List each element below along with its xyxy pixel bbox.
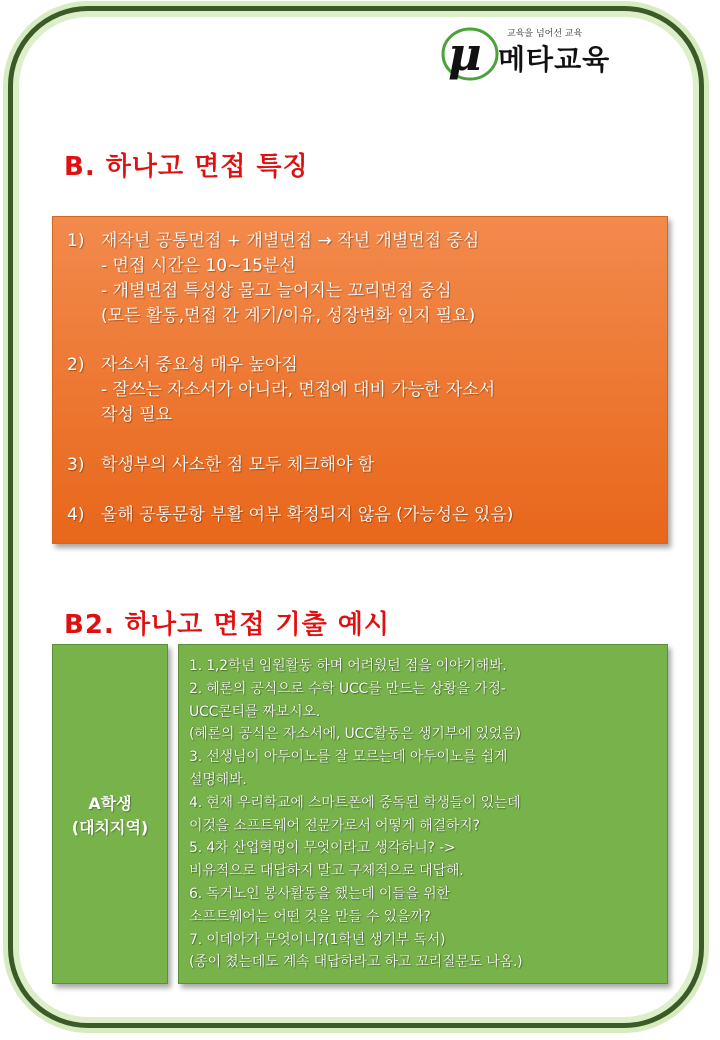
question-line: 4. 현재 우리학교에 스마트폰에 중독된 학생들이 있는데 [189, 794, 521, 811]
feature-text [101, 453, 374, 478]
feature-line: - 개별면접 특성상 물고 늘어지는 꼬리면접 중심 [101, 281, 452, 301]
feature-line: 작성 필요 [101, 405, 173, 425]
feature-number: 4) [67, 505, 85, 525]
student-label: A학생 [88, 794, 132, 813]
feature-text [101, 229, 479, 329]
logo-mark-icon [440, 26, 500, 82]
feature-number: 3) [67, 455, 85, 475]
feature-line: 자소서 중요성 매우 높아짐 [101, 355, 298, 375]
question-line: 비유적으로 대답하지 말고 구체적으로 대답해. [189, 863, 464, 880]
question-line: 5. 4차 산업혁명이 무엇이라고 생각하니? -> [189, 840, 456, 857]
question-line: 7. 이데아가 무엇이니?(1학년 생기부 독서) [189, 931, 446, 948]
question-line: (종이 쳤는데도 계속 대답하라고 하고 꼬리질문도 나옴.) [189, 954, 523, 971]
feature-line: 재작년 공통면접 + 개별면접 → 작년 개별면접 중심 [101, 231, 480, 251]
feature-number: 2) [67, 355, 85, 375]
feature-line: - 잘쓰는 자소서가 아니라, 면접에 대비 가능한 자소서 [101, 380, 496, 400]
feature-text [101, 503, 513, 528]
question-line: 1. 1,2학년 임원활동 하며 어려웠던 점을 이야기해봐. [189, 658, 507, 674]
question-line: 2. 혜론의 공식으로 수학 UCC를 만드는 상황을 가정- [189, 680, 506, 697]
feature-line: 올해 공통문항 부활 여부 확정되지 않음 (가능성은 있음) [101, 505, 514, 525]
question-line: (혜론의 공식은 자소서에, UCC활동은 생기부에 있었음) [189, 726, 521, 743]
student-region: (대치지역) [71, 818, 149, 837]
questions-box [178, 644, 668, 984]
logo-tagline: 교육을 넘어선 교육 [507, 29, 583, 39]
section-b-title: B. 하나고 면접 특징 [64, 152, 309, 182]
logo-mark-letter: μ [448, 27, 482, 81]
feature-line: - 면접 시간은 10~15분선 [101, 256, 296, 276]
student-label-box [52, 644, 168, 984]
feature-number: 1) [67, 231, 85, 251]
logo-name: 메타교육 [498, 43, 611, 76]
question-line: 이것을 소프트웨어 전문가로서 어떻게 해결하지? [189, 817, 480, 834]
question-line: 3. 선생님이 아두이노를 잘 모르는데 아두이노를 쉽게 [189, 749, 508, 766]
feature-text [101, 353, 495, 428]
features-box [52, 216, 668, 544]
section-b2-title: B2. 하나고 면접 기출 예시 [64, 610, 391, 640]
feature-line: (모든 활동,면접 간 계기/이유, 성장변화 인지 필요) [101, 306, 476, 326]
question-line: UCC콘티를 짜보시오. [189, 703, 320, 720]
question-line: 설명해봐. [189, 772, 247, 788]
question-line: 소프트웨어는 어떤 것을 만들 수 있을까? [189, 908, 431, 925]
feature-line: 학생부의 사소한 점 모두 체크해야 함 [101, 455, 375, 475]
question-line: 6. 독거노인 봉사활동을 했는데 이들을 위한 [189, 886, 450, 902]
